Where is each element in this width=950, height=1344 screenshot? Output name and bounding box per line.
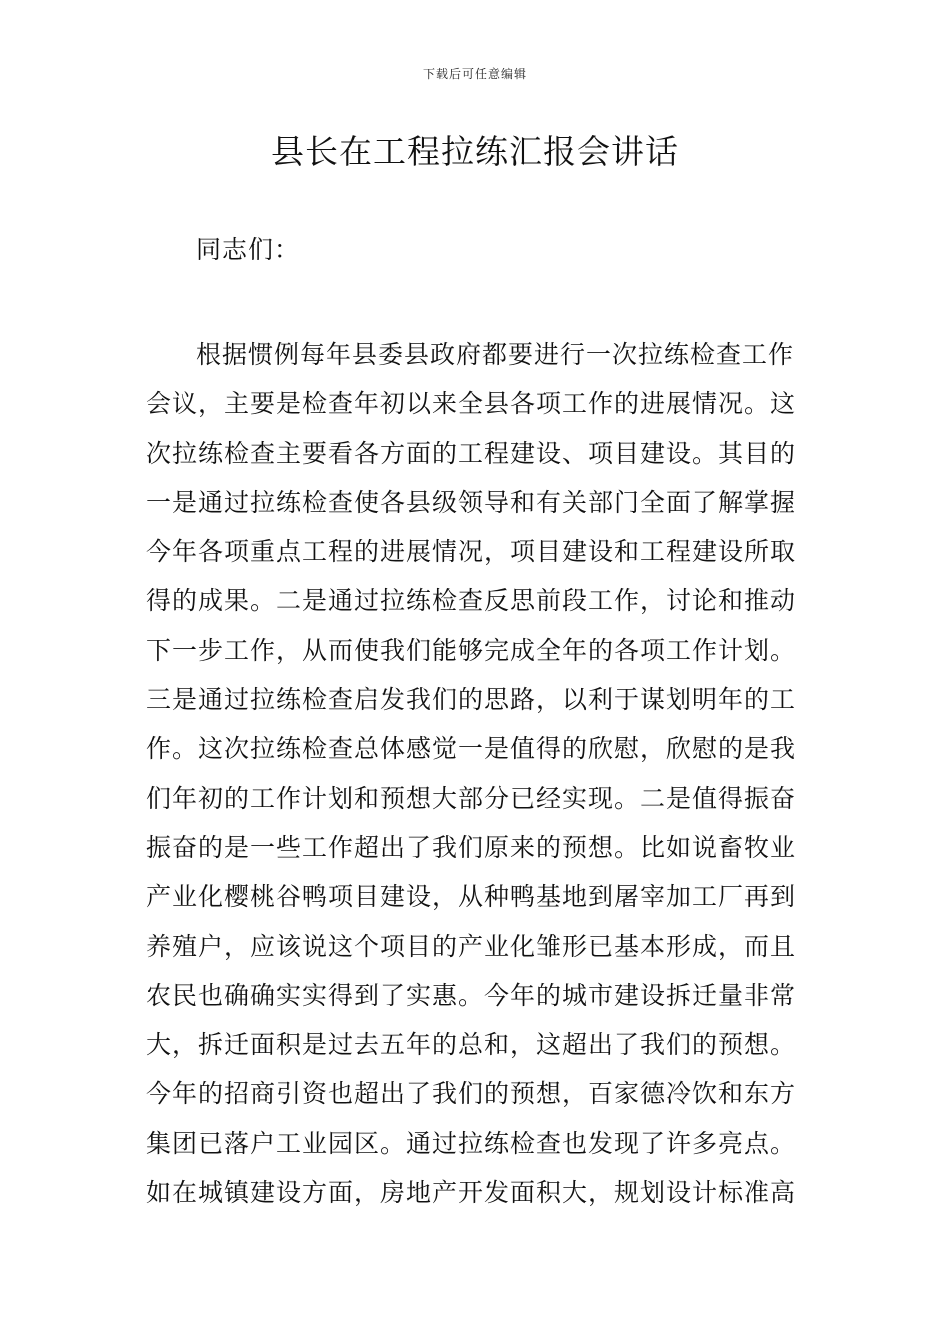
header-note: 下载后可任意编辑: [422, 67, 527, 81]
paragraph-line: 今年各项重点工程的进展情况，项目建设和工程建设所取: [146, 537, 797, 567]
paragraph-line: 大，拆迁面积是过去五年的总和，这超出了我们的预想。: [146, 1030, 797, 1060]
paragraph-line: 养殖户，应该说这个项目的产业化雏形已基本形成，而且: [146, 931, 797, 961]
paragraph-line: 作。这次拉练检查总体感觉一是值得的欣慰，欣慰的是我: [146, 734, 797, 764]
paragraph-line: 下一步工作，从而使我们能够完成全年的各项工作计划。: [146, 635, 797, 665]
salutation: 同志们：: [196, 235, 301, 264]
paragraph-line: 农民也确确实实得到了实惠。今年的城市建设拆迁量非常: [146, 980, 797, 1010]
paragraph-line: 一是通过拉练检查使各县级领导和有关部门全面了解掌握: [146, 487, 797, 517]
body-paragraph: [146, 330, 806, 1217]
paragraph-line: 得的成果。二是通过拉练检查反思前段工作，讨论和推动: [146, 586, 797, 616]
paragraph-line: 如在城镇建设方面，房地产开发面积大，规划设计标准高: [146, 1178, 797, 1208]
paragraph-line: 集团已落户工业园区。通过拉练检查也发现了许多亮点。: [146, 1128, 797, 1158]
paragraph-line: 们年初的工作计划和预想大部分已经实现。二是值得振奋: [146, 783, 797, 813]
paragraph-line: 产业化樱桃谷鸭项目建设，从种鸭基地到屠宰加工厂再到: [146, 882, 797, 912]
paragraph-line: 会议，主要是检查年初以来全县各项工作的进展情况。这: [146, 389, 797, 419]
paragraph-line: 三是通过拉练检查启发我们的思路，以利于谋划明年的工: [146, 685, 797, 715]
paragraph-line: 根据惯例每年县委县政府都要进行一次拉练检查工作: [196, 340, 795, 369]
document-title: 县长在工程拉练汇报会讲话: [271, 132, 679, 171]
paragraph-line: 今年的招商引资也超出了我们的预想，百家德冷饮和东方: [146, 1079, 797, 1109]
paragraph-line: 次拉练检查主要看各方面的工程建设、项目建设。其目的: [146, 438, 797, 468]
paragraph-line: 振奋的是一些工作超出了我们原来的预想。比如说畜牧业: [146, 832, 797, 862]
